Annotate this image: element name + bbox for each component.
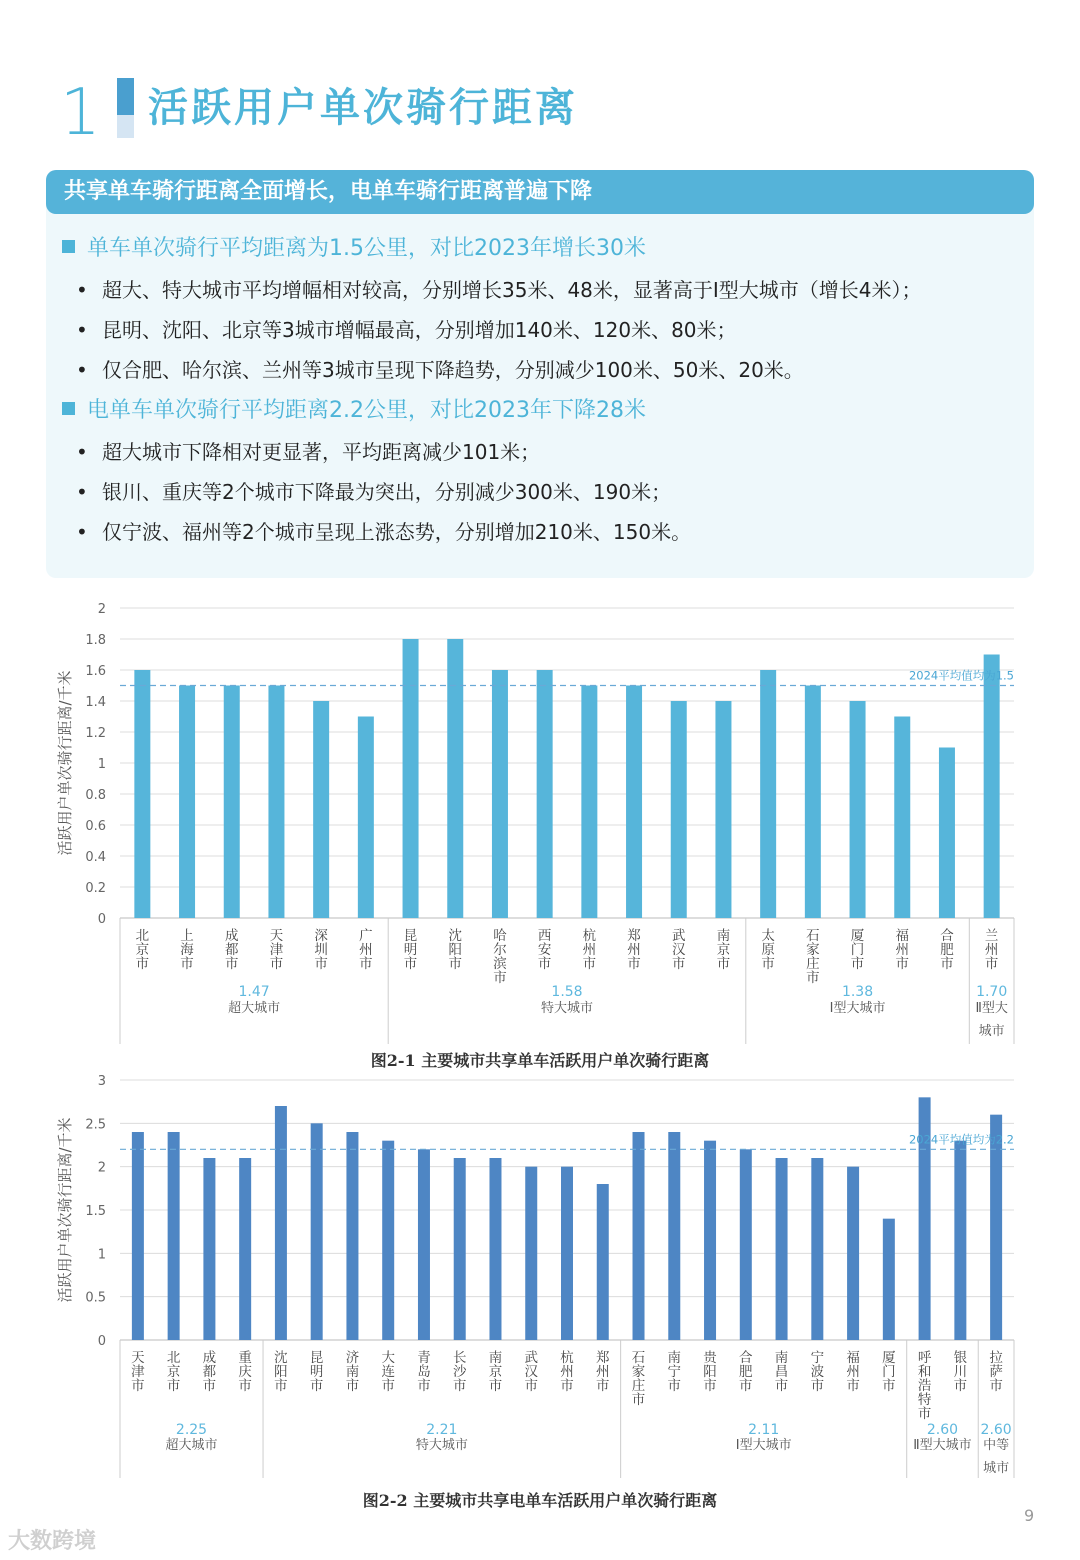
y-axis-title: 活跃用户单次骑行距离/千米 <box>56 1117 74 1303</box>
bar <box>811 1158 823 1340</box>
group-average-label: 2.60 <box>926 1422 959 1438</box>
x-tick-label: 南京市 <box>716 928 731 972</box>
x-tick-label: 昆明市 <box>403 928 418 972</box>
bar <box>760 670 776 918</box>
bar <box>418 1149 430 1340</box>
group-name-label: 城市 <box>978 1024 1005 1039</box>
bar <box>203 1158 215 1340</box>
y-tick-label: 0.2 <box>85 881 106 896</box>
ebike-chart-caption: 图2-2 主要城市共享电单车活跃用户单次骑行距离 <box>362 1491 718 1510</box>
bar <box>346 1132 358 1340</box>
group-name-label: Ⅱ型大 <box>975 1001 1008 1016</box>
dot-icon: • <box>76 358 88 382</box>
bullet-text: 银川、重庆等2个城市下降最为突出，分别减少300米、190米； <box>102 480 672 504</box>
bar <box>537 670 553 918</box>
bar <box>168 1132 180 1340</box>
bar <box>633 1132 645 1340</box>
x-tick-label: 武汉市 <box>524 1350 538 1394</box>
bar <box>447 639 463 918</box>
x-tick-label: 昆明市 <box>309 1350 324 1394</box>
bike-subheading <box>62 234 646 264</box>
group-name-label: 超大城市 <box>165 1438 218 1453</box>
y-tick-label: 1 <box>97 1247 106 1263</box>
bullet-text: 仅合肥、哈尔滨、兰州等3城市呈现下降趋势，分别减少100米、50米、20米。 <box>102 358 804 382</box>
y-tick-label: 0.4 <box>85 850 106 865</box>
group-name-label: 中等 <box>983 1438 1010 1453</box>
group-average-label: 1.58 <box>551 984 583 1000</box>
bike-distance-chart <box>0 596 1080 1046</box>
y-tick-label: 2 <box>97 1160 106 1176</box>
y-tick-label: 0.8 <box>85 788 106 803</box>
bar <box>883 1219 895 1340</box>
bar <box>847 1167 859 1340</box>
x-tick-label: 哈尔滨市 <box>493 928 507 986</box>
x-tick-label: 沈阳市 <box>448 928 462 972</box>
x-tick-label: 郑州市 <box>627 928 641 972</box>
x-tick-label: 天津市 <box>131 1350 145 1394</box>
bar <box>313 701 329 918</box>
x-tick-label: 厦门市 <box>850 928 865 972</box>
reference-line-label: 2024平均值均为1.5 <box>908 668 1014 683</box>
x-tick-label: 合肥市 <box>940 928 954 972</box>
x-tick-label: 武汉市 <box>672 928 686 972</box>
x-tick-label: 福州市 <box>846 1350 860 1394</box>
bullet-text: 仅宁波、福州等2个城市呈现上涨态势，分别增加210米、150米。 <box>102 520 692 544</box>
group-name-label: 特大城市 <box>415 1438 468 1453</box>
x-tick-label: 郑州市 <box>596 1350 610 1394</box>
y-tick-label: 1.5 <box>85 1204 106 1219</box>
group-average-label: 2.25 <box>175 1422 208 1438</box>
bike-subheading-text: 单车单次骑行平均距离为1.5公里，对比2023年增长30米 <box>87 236 646 261</box>
x-tick-label: 杭州市 <box>560 1350 574 1394</box>
bar <box>715 701 731 918</box>
x-tick-label: 成都市 <box>225 928 239 972</box>
x-tick-label: 杭州市 <box>582 928 597 972</box>
y-tick-label: 0 <box>97 912 106 927</box>
bike-bullet-2 <box>76 316 737 344</box>
x-tick-label: 合肥市 <box>739 1350 753 1394</box>
x-tick-label: 宁波市 <box>810 1350 825 1394</box>
bullet-text: 超大城市下降相对更显著，平均距离减少101米； <box>102 440 541 464</box>
y-tick-label: 1.4 <box>85 695 106 710</box>
bar <box>990 1115 1002 1340</box>
x-tick-label: 福州市 <box>895 928 909 972</box>
x-tick-label: 青岛市 <box>417 1350 431 1394</box>
bar <box>275 1106 287 1340</box>
ebike-bullet-1 <box>76 438 540 466</box>
ebike-subheading-text: 电单车单次骑行平均距离2.2公里，对比2023年下降28米 <box>87 398 646 423</box>
group-average-label: 2.21 <box>426 1422 458 1438</box>
y-tick-label: 0.5 <box>85 1290 106 1306</box>
bike-chart-caption: 图2-1 主要城市共享单车活跃用户单次骑行距离 <box>370 1051 710 1070</box>
y-tick-label: 2.5 <box>85 1117 106 1133</box>
bullet-text: 昆明、沈阳、北京等3城市增幅最高，分别增加140米、120米、80米； <box>102 318 737 342</box>
ebike-subheading <box>62 396 646 426</box>
group-name-label: 城市 <box>983 1461 1010 1476</box>
y-tick-label: 1.6 <box>85 664 106 679</box>
x-tick-label: 呼和浩特市 <box>917 1350 932 1422</box>
bar <box>358 717 374 919</box>
y-tick-label: 2 <box>97 602 106 617</box>
bike-bullet-1 <box>76 276 922 304</box>
bar <box>805 686 821 919</box>
section-title: 活跃用户单次骑行距离 <box>148 85 578 131</box>
x-tick-label: 南宁市 <box>667 1350 682 1394</box>
group-name-label: 超大城市 <box>228 1001 281 1016</box>
bar <box>224 686 240 919</box>
group-average-label: 2.11 <box>748 1422 780 1438</box>
x-tick-label: 石家庄市 <box>806 928 820 986</box>
x-tick-label: 石家庄市 <box>631 1350 646 1408</box>
bullet-text: 超大、特大城市平均增幅相对较高，分别增长35米、48米，显著高于I型大城市（增长4米）； <box>102 278 922 302</box>
bar <box>740 1149 752 1340</box>
group-name-label: 特大城市 <box>540 1001 594 1016</box>
section-number: 1 <box>60 76 101 150</box>
bar <box>984 655 1000 919</box>
x-tick-label: 天津市 <box>269 928 284 972</box>
dot-icon: • <box>76 520 88 544</box>
x-tick-label: 北京市 <box>135 928 150 972</box>
ebike-bullet-2 <box>76 478 671 506</box>
x-tick-label: 济南市 <box>345 1350 360 1394</box>
x-tick-label: 沈阳市 <box>274 1350 288 1394</box>
section-accent-bar <box>117 78 134 138</box>
x-tick-label: 长沙市 <box>452 1350 467 1394</box>
group-average-label: 1.70 <box>976 984 1008 1000</box>
bar <box>525 1167 537 1340</box>
ebike-bullet-3 <box>76 518 691 546</box>
x-tick-label: 大连市 <box>381 1350 395 1394</box>
x-tick-label: 拉萨市 <box>989 1350 1003 1394</box>
group-average-label: 2.60 <box>980 1422 1012 1438</box>
bar <box>704 1141 716 1340</box>
x-tick-label: 银川市 <box>953 1350 968 1394</box>
watermark-logo: 大数跨境 <box>8 1529 97 1554</box>
bar <box>954 1141 966 1340</box>
reference-line-label: 2024平均值均为2.2 <box>908 1132 1014 1147</box>
group-name-label: Ⅰ型大城市 <box>735 1438 792 1453</box>
square-bullet-icon <box>62 402 75 415</box>
x-tick-label: 西安市 <box>537 928 552 972</box>
dot-icon: • <box>76 318 88 342</box>
bar <box>581 686 597 919</box>
x-tick-label: 上海市 <box>180 928 194 972</box>
x-tick-label: 重庆市 <box>238 1350 252 1394</box>
bar <box>626 686 642 919</box>
x-tick-label: 南昌市 <box>774 1350 789 1394</box>
bar <box>179 686 195 919</box>
x-tick-label: 兰州市 <box>984 928 999 972</box>
group-average-label: 1.38 <box>841 984 874 1000</box>
bar <box>671 701 687 918</box>
bar <box>132 1132 144 1340</box>
bar <box>134 670 150 918</box>
bar <box>561 1167 573 1340</box>
bar <box>597 1184 609 1340</box>
bar <box>382 1141 394 1340</box>
group-name-label: Ⅱ型大城市 <box>913 1438 972 1453</box>
y-tick-label: 0 <box>97 1334 106 1349</box>
group-name-label: Ⅰ型大城市 <box>829 1001 886 1016</box>
x-tick-label: 广州市 <box>359 928 373 972</box>
bar <box>403 639 419 918</box>
y-tick-label: 1.2 <box>85 726 106 741</box>
square-bullet-icon <box>62 240 75 253</box>
bar <box>311 1123 323 1340</box>
x-tick-label: 太原市 <box>761 928 775 972</box>
bar <box>489 1158 501 1340</box>
bar <box>939 748 955 919</box>
x-tick-label: 深圳市 <box>314 928 328 972</box>
bar <box>894 717 910 919</box>
bar <box>492 670 508 918</box>
x-tick-label: 成都市 <box>202 1350 217 1394</box>
y-tick-label: 3 <box>97 1074 106 1089</box>
x-tick-label: 北京市 <box>166 1350 181 1394</box>
bar <box>850 701 866 918</box>
bar <box>268 686 284 919</box>
y-tick-label: 0.6 <box>85 819 106 834</box>
x-tick-label: 贵阳市 <box>703 1350 717 1394</box>
dot-icon: • <box>76 440 88 464</box>
x-tick-label: 厦门市 <box>882 1350 896 1394</box>
bar <box>454 1158 466 1340</box>
bar <box>239 1158 251 1340</box>
page-number: 9 <box>1024 1506 1035 1525</box>
y-tick-label: 1.8 <box>85 633 106 648</box>
y-tick-label: 1 <box>97 757 106 772</box>
bike-bullet-3 <box>76 356 804 384</box>
y-axis-title: 活跃用户单次骑行距离/千米 <box>56 670 74 856</box>
group-average-label: 1.47 <box>238 984 270 1000</box>
bar <box>668 1132 680 1340</box>
dot-icon: • <box>76 278 88 302</box>
bar <box>776 1158 788 1340</box>
summary-headline: 共享单车骑行距离全面增长，电单车骑行距离普遍下降 <box>46 170 1034 214</box>
ebike-distance-chart <box>0 1068 1080 1480</box>
x-tick-label: 南京市 <box>488 1350 503 1394</box>
dot-icon: • <box>76 480 88 504</box>
